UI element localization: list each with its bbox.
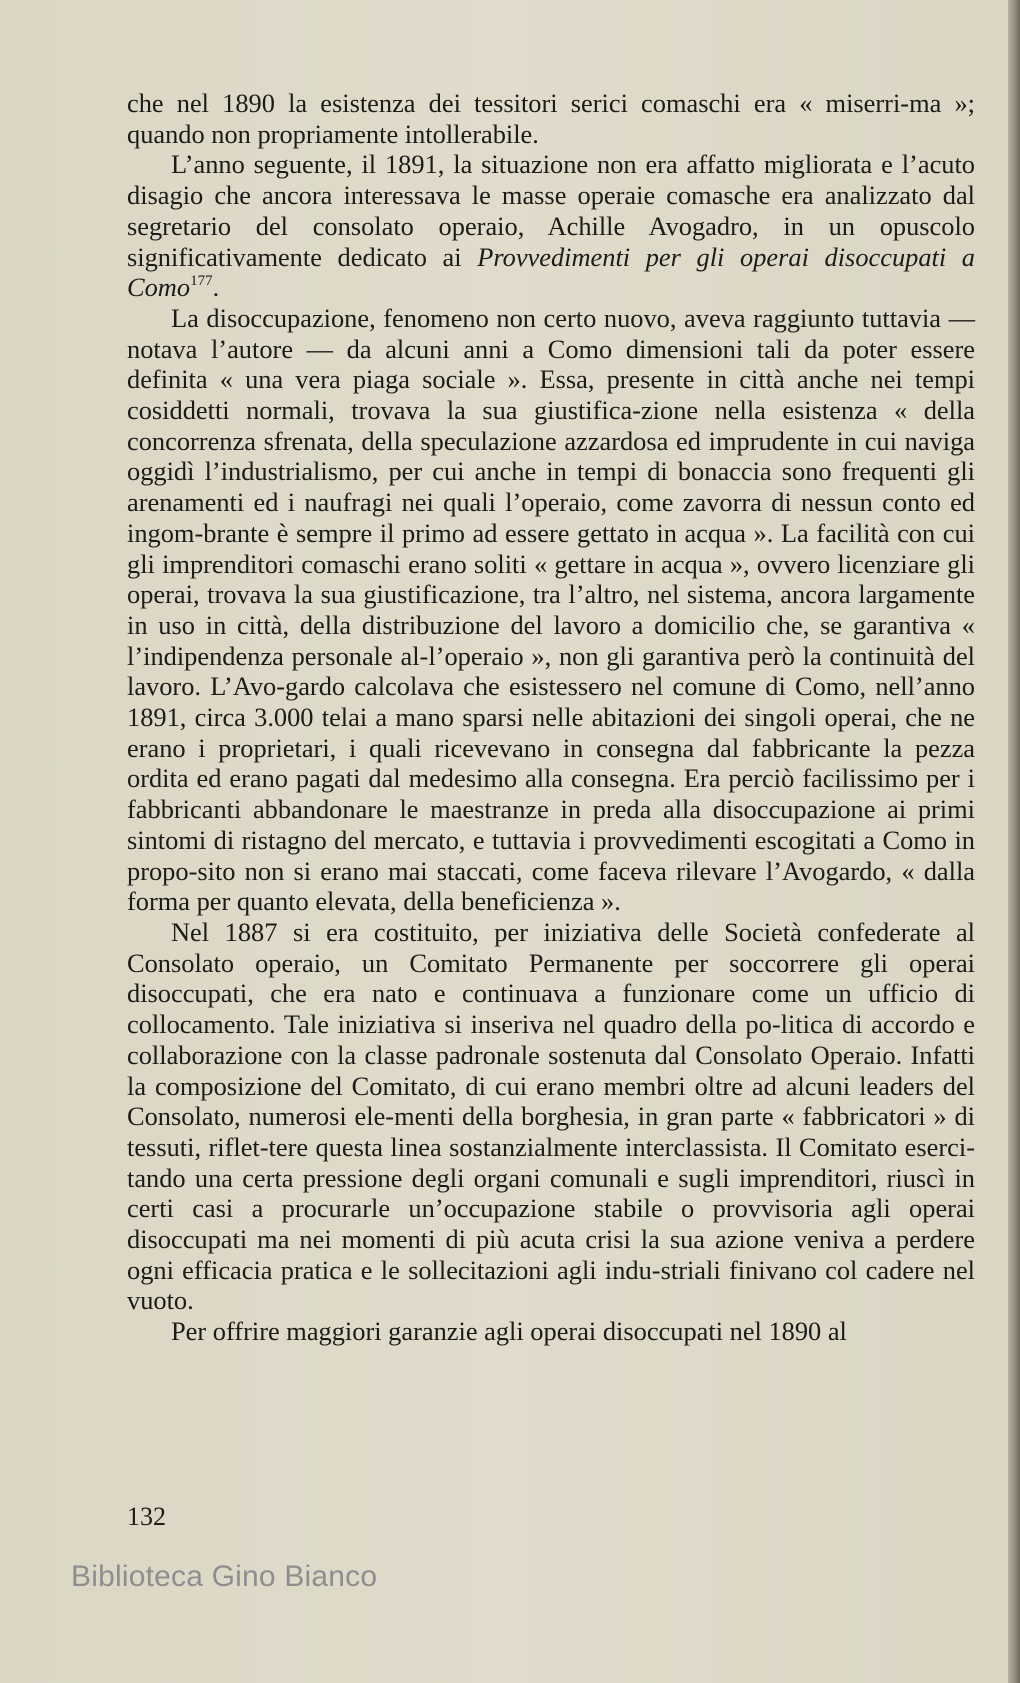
- paragraph-4-text: Nel 1887 si era costituito, per iniziativa delle Società confederate al Consolato operaio, un Comitato Permanente per soccorrere gli operai disoccupati, che era nato e continuava a funzionare come un ufficio di collocamento. Tale iniziativa si inseriva nel quadro della po-litica di accordo e collaborazione con la classe padronale sostenuta dal Consolato Operaio. Infatti la composizione del Comitato, di cui erano membri oltre ad alcuni leaders del Consolato, numerosi ele-menti della borghesia, in gran parte « fabbricatori » di tessuti, riflet-tere questa linea sostanzialmente interclassista. Il Comitato eserci-tando una certa pressione degli organi comunali e sugli imprenditori, riuscì in certi casi a procurarle un’occupazione stabile o provvisoria agli operai disoccupati ma nei momenti di più acuta crisi la sua azione veniva a perdere ogni efficacia pratica e le sollecitazioni agli indu-striali finivano col cadere nel vuoto.: [127, 916, 975, 1316]
- paragraph-5-text: Per offrire maggiori garanzie agli operai disoccupati nel 1890 al: [171, 1316, 847, 1347]
- body-text: [127, 88, 975, 1347]
- pamphlet-title: Provvedimenti per gli operai disoccupati a Como: [127, 241, 975, 303]
- paragraph-3-text: La disoccupazione, fenomeno non certo nuovo, aveva raggiunto tuttavia — notava l’autore — da alcuni anni a Como dimensioni tali da poter essere definita « una vera piaga sociale ». Essa, presente in città anche nei tempi cosiddetti normali, trovava la sua giustifica-zione nella esistenza « della concorrenza sfrenata, della speculazione azzardosa ed imprudente in cui naviga oggidì l’industrialismo, per cui anche in tempi di bonaccia sono frequenti gli arenamenti ed i naufragi nei quali l’operaio, come zavorra di nessun conto ed ingom-brante è sempre il primo ad essere gettato in acqua ». La facilità con cui gli imprenditori comaschi erano soliti « gettare in acqua », ovvero licenziare gli operai, trovava la sua giustificazione, tra l’altro, nel sistema, ancora largamente in uso in città, della distribuzione del lavoro a domicilio che, se garantiva « l’indipendenza personale al-l’operaio », non gli garantiva però la continuità del lavoro. L’Avo-gardo calcolava che esistessero nel comune di Como, nell’anno 1891, circa 3.000 telai a mano sparsi nelle abitazioni dei singoli operai, che ne erano i proprietari, i quali ricevevano in consegna dal fabbricante la pezza ordita ed erano pagati dal medesimo alla consegna. Era perciò facilissimo per i fabbricanti abbandonare le maestranze in preda alla disoccupazione ai primi sintomi di ristagno del mercato, e tuttavia i provvedimenti escogitati a Como in propo-sito non si erano mai staccati, come faceva rilevare l’Avogardo, « dalla forma per quanto elevata, della beneficienza ».: [127, 302, 975, 917]
- paragraph-1-text: che nel 1890 la esistenza dei tessitori serici comaschi era « miserri-ma »; quando non propriamente intollerabile.: [127, 88, 975, 149]
- paragraph-4: [127, 917, 975, 1316]
- paragraph-2-text: L’anno seguente, il 1891, la situazione non era affatto migliorata e l’acuto disagio che ancora interessava le masse operaie comasche era analizzato dal segretario del consolato operaio, Achille Avogadro, in un opuscolo significativamente dedicato ai: [127, 149, 975, 272]
- page-edge-shadow: [1008, 0, 1020, 1683]
- footnote-ref-177: 177: [190, 273, 213, 290]
- library-stamp: Biblioteca Gino Bianco: [71, 1560, 378, 1593]
- paragraph-2: [127, 149, 975, 303]
- paragraph-3: [127, 303, 975, 917]
- paragraph-1: [127, 88, 975, 149]
- paragraph-5: [127, 1316, 975, 1347]
- page-number: 132: [127, 1502, 166, 1531]
- paragraph-2-end: .: [212, 272, 220, 303]
